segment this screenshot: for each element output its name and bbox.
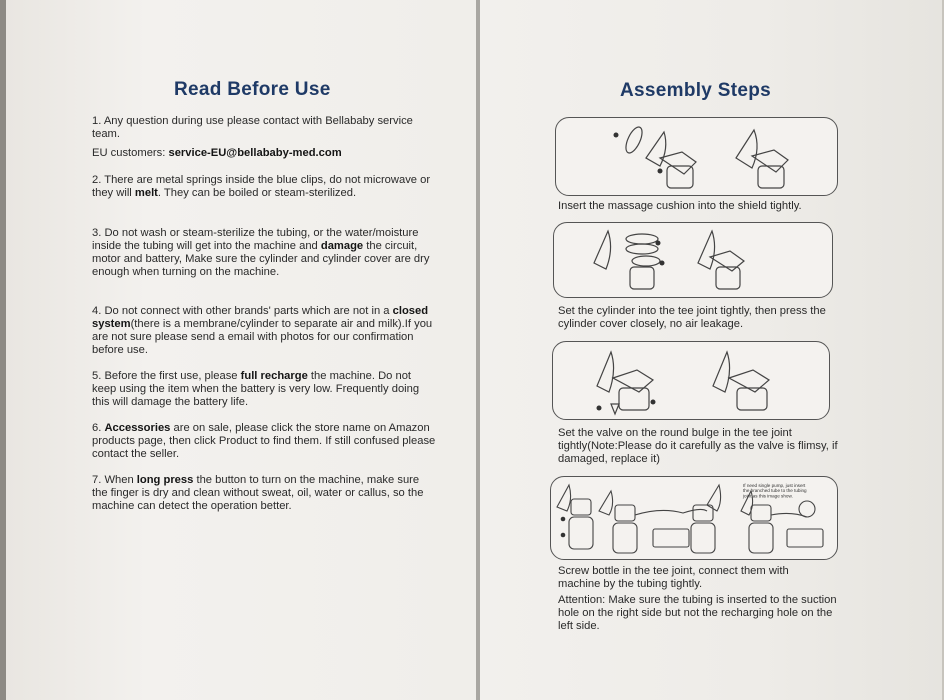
- bold-run-1: service-EU@bellababy-med.com: [168, 147, 342, 159]
- step-4-illustration: [550, 476, 838, 560]
- bottle-tubing-diagram: [551, 477, 837, 559]
- assembly-steps-title: Assembly Steps: [620, 80, 771, 101]
- step-3-illustration: [552, 341, 830, 420]
- text-run-0: 1. Any question during use please contact with Bellababy service team.: [92, 115, 413, 140]
- attention-note: Attention: Make sure the tubing is inserted to the suction hole on the right side but not the recharging hole on the left side.: [558, 594, 837, 632]
- bold-run-1: damage: [320, 240, 364, 252]
- item-1: [92, 115, 437, 141]
- text-run-2: the button to turn on the machine, make sure the finger is dry and clean without sweat, oil, water or callus, so the machine can detect the operation better.: [92, 474, 424, 512]
- bold-run-1: long press: [136, 474, 194, 486]
- item-3: [92, 227, 437, 279]
- text-run-2: the circuit, motor and battery, Make sure the cylinder and cylinder cover are dry enough when turning on the machine.: [92, 240, 430, 278]
- step-2-illustration: [553, 222, 833, 298]
- right-page: [480, 0, 942, 700]
- left-page: [6, 0, 476, 700]
- valve-diagram: [553, 342, 829, 419]
- bold-run-1: full recharge: [240, 370, 308, 382]
- bold-run-1: closed system: [92, 305, 429, 330]
- cylinder-tee-diagram: [554, 223, 832, 297]
- text-run-0: 4. Do not connect with other brands' parts which are not in a: [92, 305, 393, 317]
- text-run-0: 6.: [92, 422, 105, 434]
- text-run-0: 7. When: [92, 474, 137, 486]
- step-1-caption: Insert the massage cushion into the shield tightly.: [558, 200, 802, 212]
- item-5: [92, 370, 437, 409]
- item-4: [92, 305, 437, 357]
- step-2-caption: Set the cylinder into the tee joint tightly, then press the cylinder cover closely, no air leakage.: [558, 305, 826, 330]
- text-run-0: EU customers:: [92, 147, 169, 159]
- text-run-0: 2. There are metal springs inside the blue clips, do not microwave or they will: [92, 174, 431, 199]
- text-run-2: (there is a membrane/cylinder to separate air and milk).If you are not sure please send a email with photos for our confirmation before use.: [92, 318, 433, 356]
- item-6: [92, 422, 437, 461]
- item-2: [92, 174, 437, 200]
- shield-cushion-diagram: [556, 118, 837, 195]
- text-run-0: 5. Before the first use, please: [92, 370, 241, 382]
- single-pump-note: If need single pump, just insert the branched tube to the tubing joint as this image show.: [743, 483, 807, 499]
- read-before-use-title: Read Before Use: [174, 79, 331, 100]
- text-run-2: the machine. Do not keep using the item when the battery is very low. Frequently doing this will damage the battery life.: [92, 370, 420, 408]
- step-3-caption: Set the valve on the round bulge in the tee joint tightly(Note:Please do it carefully as the valve is flimsy, if damaged, replace it): [558, 427, 838, 465]
- step-4-caption: Screw bottle in the tee joint, connect them with machine by the tubing tightly.: [558, 565, 789, 590]
- item-eu-email: [92, 147, 437, 160]
- item-7: [92, 474, 437, 513]
- text-run-0: 3. Do not wash or steam-sterilize the tubing, or the water/moisture inside the tubing will get into the machine and: [92, 227, 419, 252]
- step-1-illustration: [555, 117, 838, 196]
- text-run-2: are on sale, please click the store name on Amazon products page, then click Product to find them. If still confused please contact the seller.: [92, 422, 436, 460]
- bold-run-1: melt: [134, 187, 158, 199]
- bold-run-1: Accessories: [104, 422, 171, 434]
- text-run-2: . They can be boiled or steam-sterilized.: [157, 187, 357, 199]
